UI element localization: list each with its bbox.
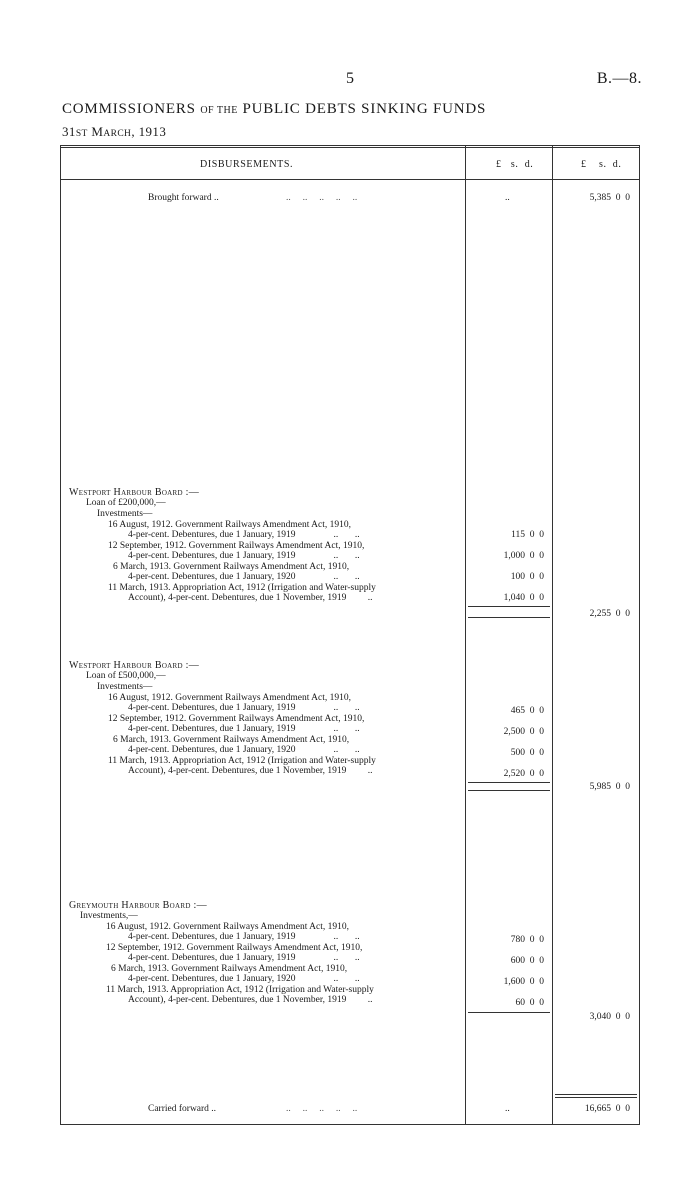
line-amount: 500 0 0 [510,748,544,758]
leader-dots: .. .. .. .. .. [286,1104,358,1114]
entry-line: 6 March, 1913. Government Railways Amendment Act, 1910, [111,964,348,974]
title-part-small: OF THE [200,105,238,116]
carried-forward-label: Carried forward .. [148,1104,217,1114]
title-part: COMMISSIONERS [62,101,196,117]
entry-line: 4-per-cent. Debentures, due 1 January, 1919 .. .. [128,953,360,963]
document-date [62,124,166,140]
date-part: M [91,124,104,139]
col-rule-2 [552,145,553,1125]
section-heading: Greymouth Harbour Board :— [69,900,207,911]
date-part: 31 [62,124,76,139]
entry-line: 4-per-cent. Debentures, due 1 January, 1919 .. .. [128,724,360,734]
entry-line: 4-per-cent. Debentures, due 1 January, 1920 .. .. [128,974,360,984]
entry-line: 12 September, 1912. Government Railways Amendment Act, 1910, [108,714,365,724]
line-amount: 115 0 0 [511,530,544,540]
brought-forward-total: 5,385 0 0 [589,193,630,203]
line-amount: 60 0 0 [515,998,544,1008]
table-left-rule [60,145,61,1125]
section-total: 3,040 0 0 [589,1012,630,1022]
section-heading: Westport Harbour Board :— [69,660,200,671]
entry-line: 6 March, 1913. Government Railways Amendment Act, 1910, [113,562,350,572]
line-amount: 600 0 0 [510,956,544,966]
investments-label: Investments— [97,509,153,519]
entry-line: Account), 4-per-cent. Debentures, due 1 November, 1919 .. [128,593,373,603]
date-part-small: ST [75,129,88,139]
date-part: , 1913 [131,124,167,139]
entry-line: 6 March, 1913. Government Railways Amendment Act, 1910, [113,735,350,745]
entry-line: Account), 4-per-cent. Debentures, due 1 November, 1919 .. [128,766,373,776]
date-part-small: ARCH [103,129,132,139]
entry-line: 4-per-cent. Debentures, due 1 January, 1919 .. .. [128,703,360,713]
entry-line: 4-per-cent. Debentures, due 1 January, 1919 .. .. [128,530,360,540]
entry-line: 4-per-cent. Debentures, due 1 January, 1920 .. .. [128,572,360,582]
entry-line: 4-per-cent. Debentures, due 1 January, 1919 .. .. [128,551,360,561]
entry-line: 4-per-cent. Debentures, due 1 January, 1920 .. .. [128,745,360,755]
line-amount: 1,040 0 0 [503,593,544,603]
line-amount: 780 0 0 [510,935,544,945]
entry-line: 12 September, 1912. Government Railways Amendment Act, 1910, [106,943,363,953]
loan-label: Loan of £200,000,— [86,498,166,508]
entry-line: Account), 4-per-cent. Debentures, due 1 November, 1919 .. [128,995,373,1005]
carried-forward-mid: .. [505,1104,510,1114]
document-title [62,101,486,118]
section-heading: Westport Harbour Board :— [69,487,200,498]
line-amount: 465 0 0 [510,706,544,716]
entry-line: 16 August, 1912. Government Railways Amendment Act, 1910, [106,922,350,932]
col-header-lsd-1: £ s. d. [496,159,534,170]
line-amount: 100 0 0 [510,572,544,582]
title-part: PUBLIC DEBTS SINKING FUNDS [242,101,487,117]
subtotal-rule [468,782,550,783]
line-amount: 1,000 0 0 [503,551,544,561]
subtotal-rule [468,1012,550,1013]
investments-label: Investments— [97,682,153,692]
brought-forward-mid: .. [505,193,510,203]
col-header-disbursements: DISBURSEMENTS. [200,159,294,170]
entry-line: 16 August, 1912. Government Railways Amendment Act, 1910, [108,520,352,530]
col-header-lsd-2: £ s. d. [581,159,622,170]
table-right-rule [639,145,640,1125]
carried-forward-total: 16,665 0 0 [584,1104,630,1114]
subtotal-rule [468,606,550,607]
line-amount: 1,600 0 0 [503,977,544,987]
subtotal-rule [468,617,550,618]
entry-line: 16 August, 1912. Government Railways Amendment Act, 1910, [108,693,352,703]
document-ref-code: B.—8. [596,70,642,87]
brought-forward-label: Brought forward .. [148,193,219,203]
table-top-rule [60,145,640,146]
entry-line: 4-per-cent. Debentures, due 1 January, 1919 .. .. [128,932,360,942]
line-amount: 2,520 0 0 [503,769,544,779]
investments-label: Investments,— [80,911,138,921]
entry-line: 11 March, 1913. Appropriation Act, 1912 (Irrigation and Water-supply [108,583,376,593]
page-number: 5 [346,70,354,87]
section-total: 5,985 0 0 [589,782,630,792]
subtotal-rule [468,790,550,791]
loan-label: Loan of £500,000,— [86,671,166,681]
total-rule [555,1094,637,1095]
table-top-rule-2 [60,147,640,148]
entry-line: 11 March, 1913. Appropriation Act, 1912 (Irrigation and Water-supply [106,985,374,995]
leader-dots: .. .. .. .. .. [286,193,358,203]
entry-line: 11 March, 1913. Appropriation Act, 1912 (Irrigation and Water-supply [108,756,376,766]
section-total: 2,255 0 0 [589,609,630,619]
entry-line: 12 September, 1912. Government Railways Amendment Act, 1910, [108,541,365,551]
total-rule [555,1097,637,1098]
line-amount: 2,500 0 0 [503,727,544,737]
header-bottom-rule [60,179,640,180]
table-bottom-rule [60,1124,640,1125]
